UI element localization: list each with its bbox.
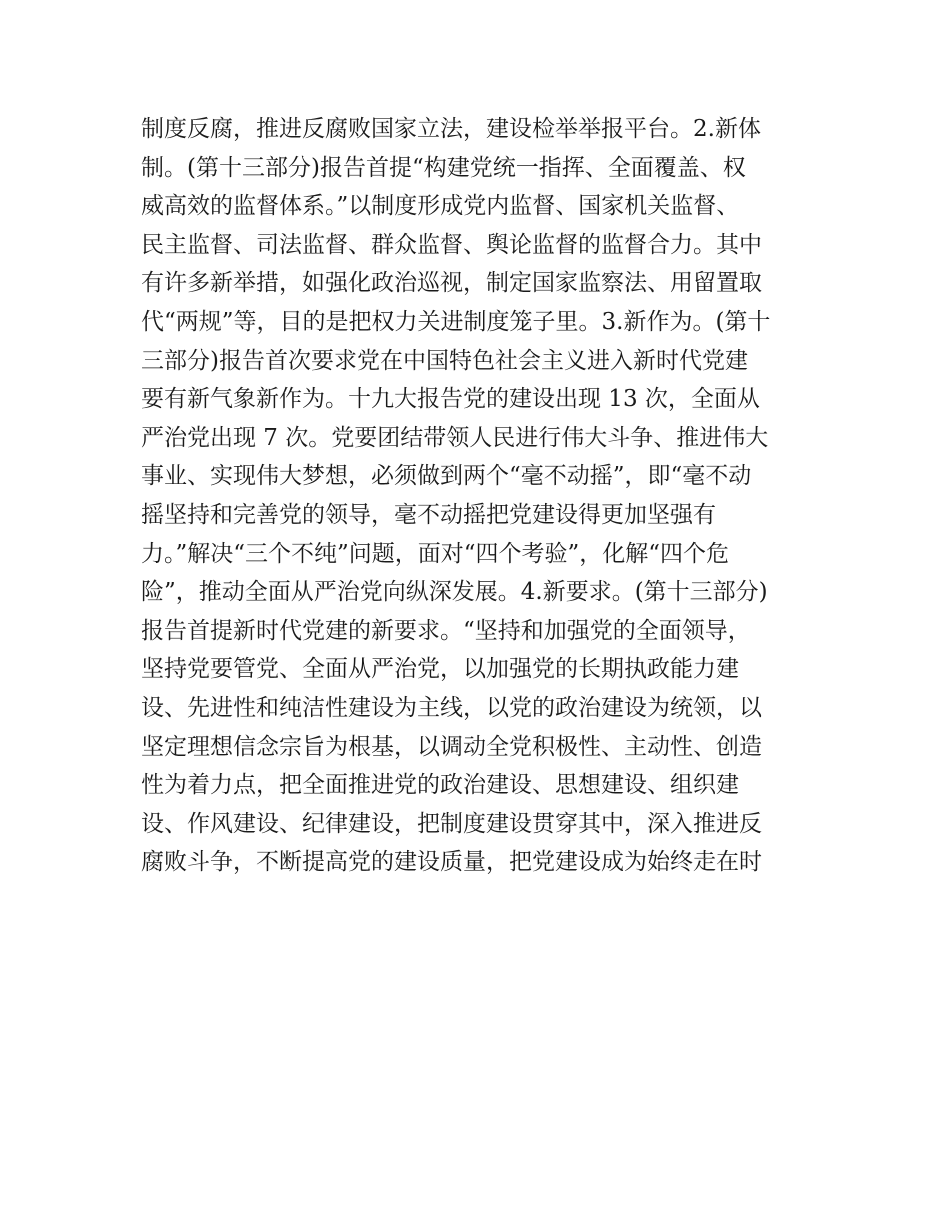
text-line-8: 要有新气象新作为。十九大报告党的建设出现 13 次，全面从 bbox=[141, 386, 760, 413]
text-line-18: 性为着力点，把全面推进党的政治建设、思想建设、组织建 bbox=[141, 772, 739, 799]
text-line-10: 事业、实现伟大梦想，必须做到两个“毫不动摇”，即“毫不动 bbox=[141, 463, 752, 490]
text-line-2: 制。(第十三部分)报告首提“构建党统一指挥、全面覆盖、权 bbox=[141, 154, 746, 181]
text-line-19: 设、作风建设、纪律建设，把制度建设贯穿其中，深入推进反 bbox=[141, 810, 762, 837]
text-line-12: 力。”解决“三个不纯”问题，面对“四个考验”，化解“四个危 bbox=[141, 540, 730, 567]
text-line-3: 威高效的监督体系。”以制度形成党内监督、国家机关监督、 bbox=[141, 193, 740, 220]
text-line-7: 三部分)报告首次要求党在中国特色社会主义进入新时代党建 bbox=[141, 347, 748, 374]
body-text bbox=[141, 110, 821, 882]
text-line-4: 民主监督、司法监督、群众监督、舆论监督的监督合力。其中 bbox=[141, 231, 762, 258]
text-line-14: 报告首提新时代党建的新要求。“坚持和加强党的全面领导， bbox=[141, 617, 751, 644]
text-line-5: 有许多新举措，如强化政治巡视，制定国家监察法、用留置取 bbox=[141, 270, 762, 297]
text-line-20: 腐败斗争，不断提高党的建设质量，把党建设成为始终走在时 bbox=[141, 849, 762, 876]
text-line-15: 坚持党要管党、全面从严治党，以加强党的长期执政能力建 bbox=[141, 656, 739, 683]
text-line-1: 制度反腐，推进反腐败国家立法，建设检举举报平台。2.新体 bbox=[141, 116, 761, 142]
text-line-11: 摇坚持和完善党的领导，毫不动摇把党建设得更加坚强有 bbox=[141, 501, 716, 528]
text-line-9: 严治党出现 7 次。党要团结带领人民进行伟大斗争、推进伟大 bbox=[141, 424, 769, 451]
text-line-6: 代“两规”等，目的是把权力关进制度笼子里。3.新作为。(第十 bbox=[141, 308, 771, 335]
text-line-13: 险”，推动全面从严治党向纵深发展。4.新要求。(第十三部分) bbox=[141, 579, 768, 606]
text-line-17: 坚定理想信念宗旨为根基，以调动全党积极性、主动性、创造 bbox=[141, 733, 762, 760]
text-line-16: 设、先进性和纯洁性建设为主线，以党的政治建设为统领，以 bbox=[141, 694, 762, 721]
